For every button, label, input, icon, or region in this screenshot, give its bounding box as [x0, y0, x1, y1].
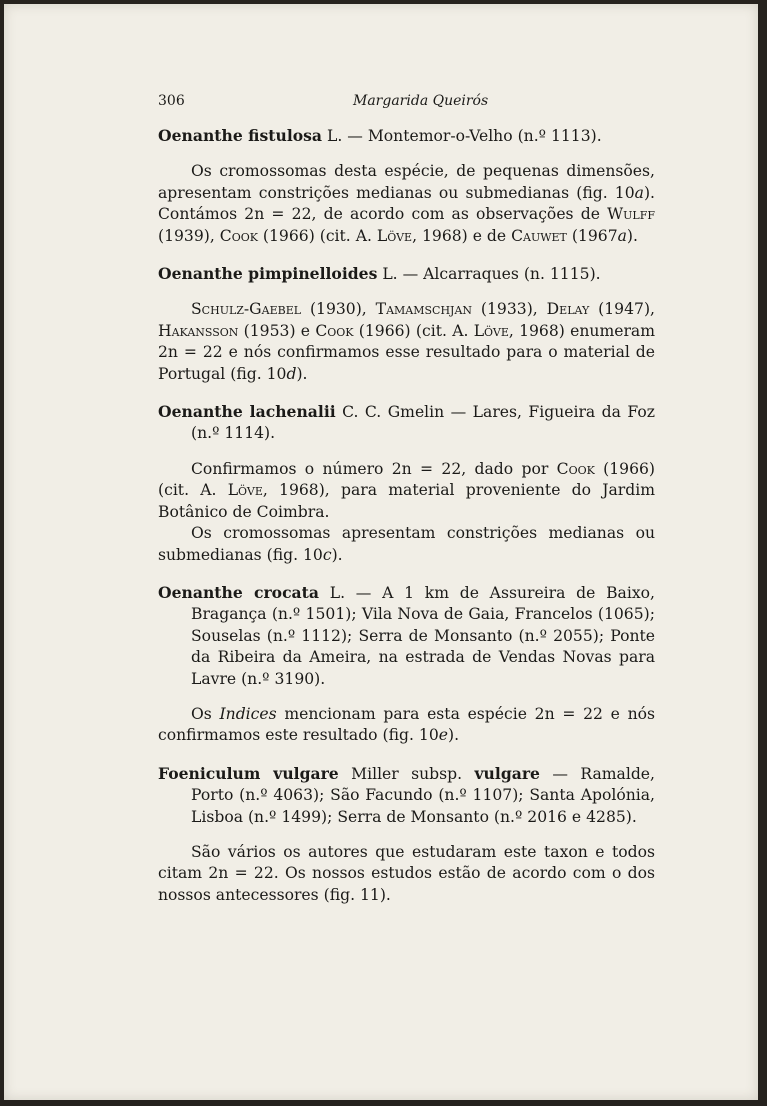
entry-paragraph: Confirmamos o número 2n = 22, dado por Cook (1966) (cit. A. Löve, 1968), para material proveniente do Jardim Botânico de Coimbra.	[158, 459, 655, 521]
taxon-author: Miller subsp.	[338, 764, 475, 783]
taxon-detail: — Ramalde, Porto (n.º 4063); São Facundo (n.º 1107); Santa Apolónia, Lisboa (n.º 1499); Serra de Monsanto (n.º 2016 e 4285).	[191, 764, 655, 826]
taxon-name: Oenanthe crocata	[158, 582, 319, 602]
page-header	[158, 93, 658, 111]
taxon-entry	[158, 582, 655, 690]
entry-paragraph: Os Indices mencionam para esta espécie 2n = 22 e nós confirmamos este resultado (fig. 10e).	[158, 704, 656, 745]
book-page	[4, 4, 758, 1100]
taxon-detail: C. C. Gmelin — Lares, Figueira da Foz (n.º 1114).	[191, 403, 655, 443]
taxon-detail: L. — Alcarraques (n. 1115).	[377, 265, 601, 284]
entry-paragraph: Os cromossomas apresentam constrições medianas ou submedianas (fig. 10c).	[158, 524, 655, 564]
entry-paragraph: Os cromossomas desta espécie, de pequenas dimensões, apresentam constrições medianas ou submedianas (fig. 10a). Contámos 2n = 22, de acordo com as observações de Wulff (1939), Cook (1966) (cit. A. Löve, 1968) e de Cauwet (1967a).	[158, 162, 655, 245]
taxon-entry	[158, 125, 655, 147]
taxon-entry	[158, 763, 655, 828]
taxon-entry	[158, 401, 655, 445]
taxon-name: Foeniculum vulgare	[158, 763, 339, 783]
running-title: Margarida Queirós	[353, 93, 489, 109]
taxon-name: Oenanthe fistulosa	[158, 126, 323, 145]
taxon-name: Oenanthe lachenalii	[158, 402, 336, 422]
taxon-entry	[158, 263, 655, 285]
taxon-detail: L. — Montemor-o-Velho (n.º 1113).	[322, 127, 602, 145]
entry-paragraph: São vários os autores que estudaram este taxon e todos citam 2n = 22. Os nossos estudos estão de acordo com o dos nossos antecessores (fig. 11).	[158, 842, 655, 904]
page-body	[158, 125, 655, 906]
taxon-detail: L. — A 1 km de Assureira de Baixo, Bragança (n.º 1501); Vila Nova de Gaia, Francelos (1065); Souselas (n.º 1112); Serra de Monsanto (n.º 2055); Ponte da Ribeira da Ameira, na estrada de Vendas Novas para Lavre (n.º 3190).	[191, 583, 655, 688]
taxon-name: Oenanthe pimpinelloides	[158, 264, 378, 284]
taxon-subspecies: vulgare	[474, 763, 540, 783]
page-number: 306	[158, 93, 185, 109]
entry-paragraph: Schulz-Gaebel (1930), Tamamschjan (1933), Delay (1947), Hakansson (1953) e Cook (1966) (cit. A. Löve, 1968) enumeram 2n = 22 e nós confirmamos esse resultado para o material de Portugal (fig. 10d).	[158, 300, 655, 383]
